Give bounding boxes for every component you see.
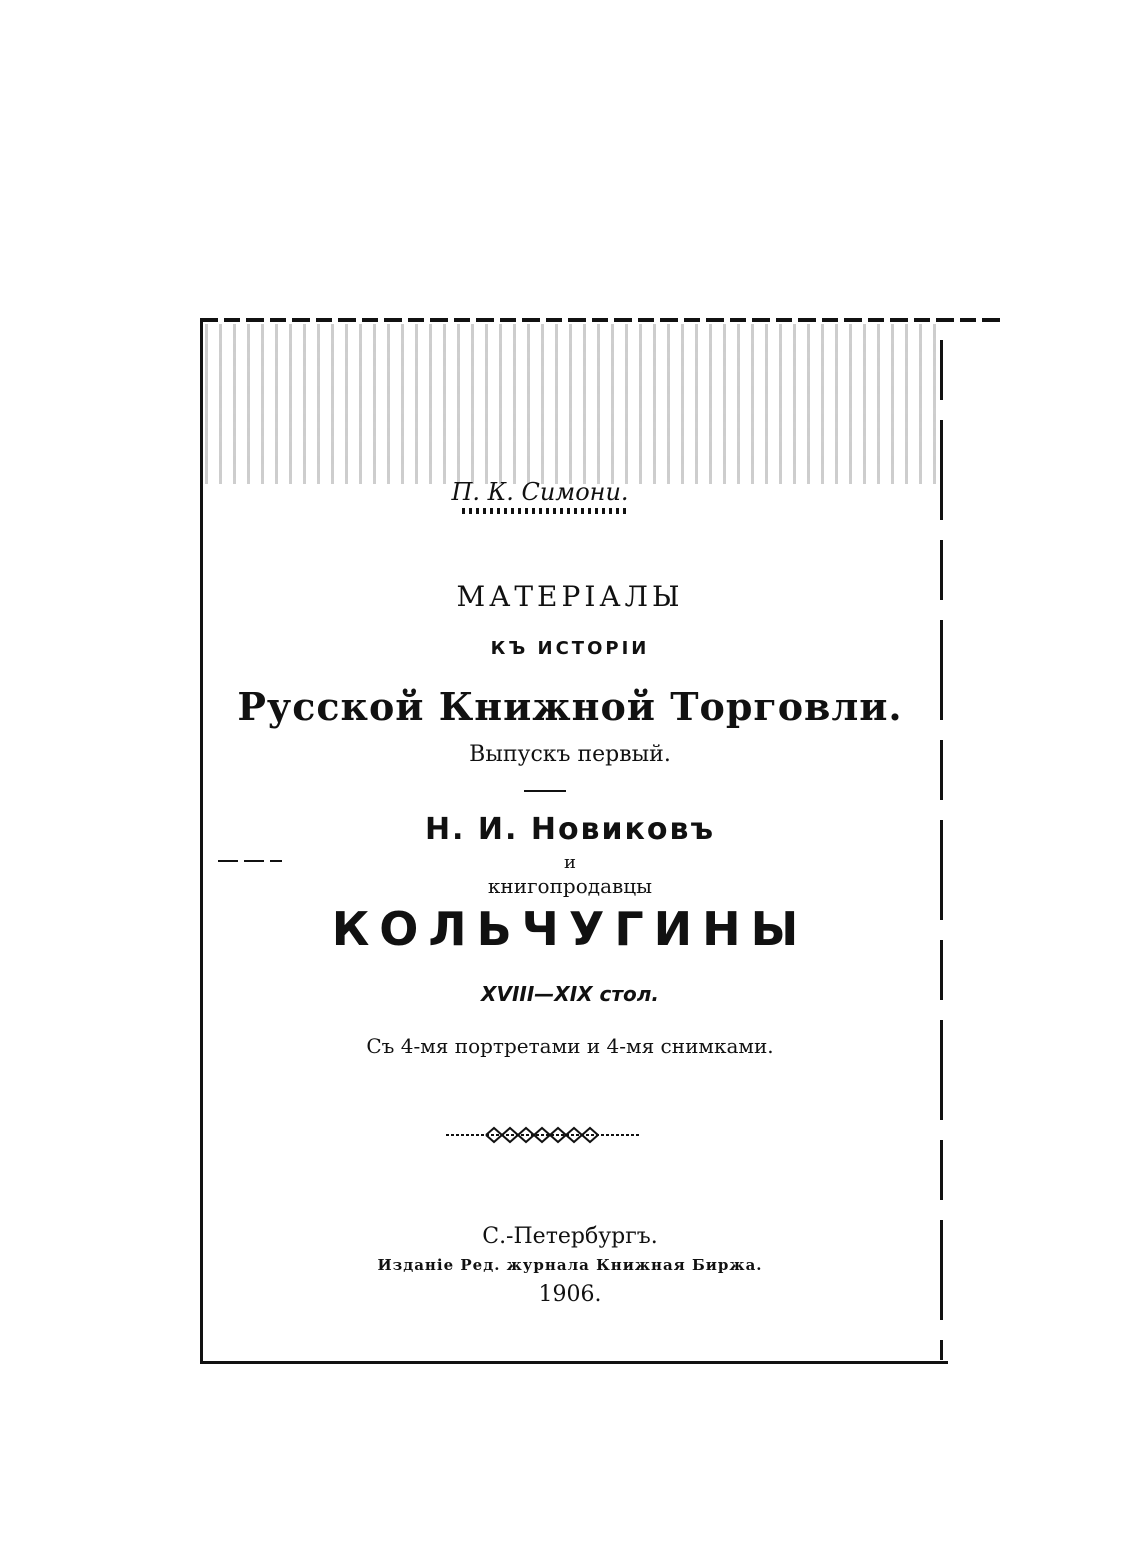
author-signature: П. К. Симони. [451, 478, 629, 506]
imprint-year: 1906. [538, 1282, 602, 1307]
title-materials: МАТЕРІАЛЫ [456, 580, 684, 613]
illustrations-note: Съ 4-мя портретами и 4-мя снимками. [366, 1034, 774, 1058]
frame-right-rule [940, 340, 943, 1360]
subject-name: Н. И. Новиковъ [424, 812, 716, 847]
title-k-istorii: КЪ ИСТОРІИ [490, 638, 650, 659]
ornament-divider [446, 1124, 640, 1146]
imprint-city: С.-Петербургъ. [482, 1224, 658, 1249]
author-underline [462, 508, 627, 514]
imprint-publisher: Изданіе Ред. журнала Книжная Биржа. [377, 1256, 763, 1274]
issue-label: Выпускъ первый. [469, 742, 671, 767]
divider-rule [524, 790, 566, 792]
main-title: Русской Книжной Торговли. [237, 684, 903, 729]
subject-conjunction: и [564, 852, 576, 873]
subject-family: КОЛЬЧУГИНЫ [331, 902, 809, 956]
subject-century: XVIII—XIX стол. [481, 982, 659, 1006]
subject-booksellers: книгопродавцы [487, 874, 653, 898]
